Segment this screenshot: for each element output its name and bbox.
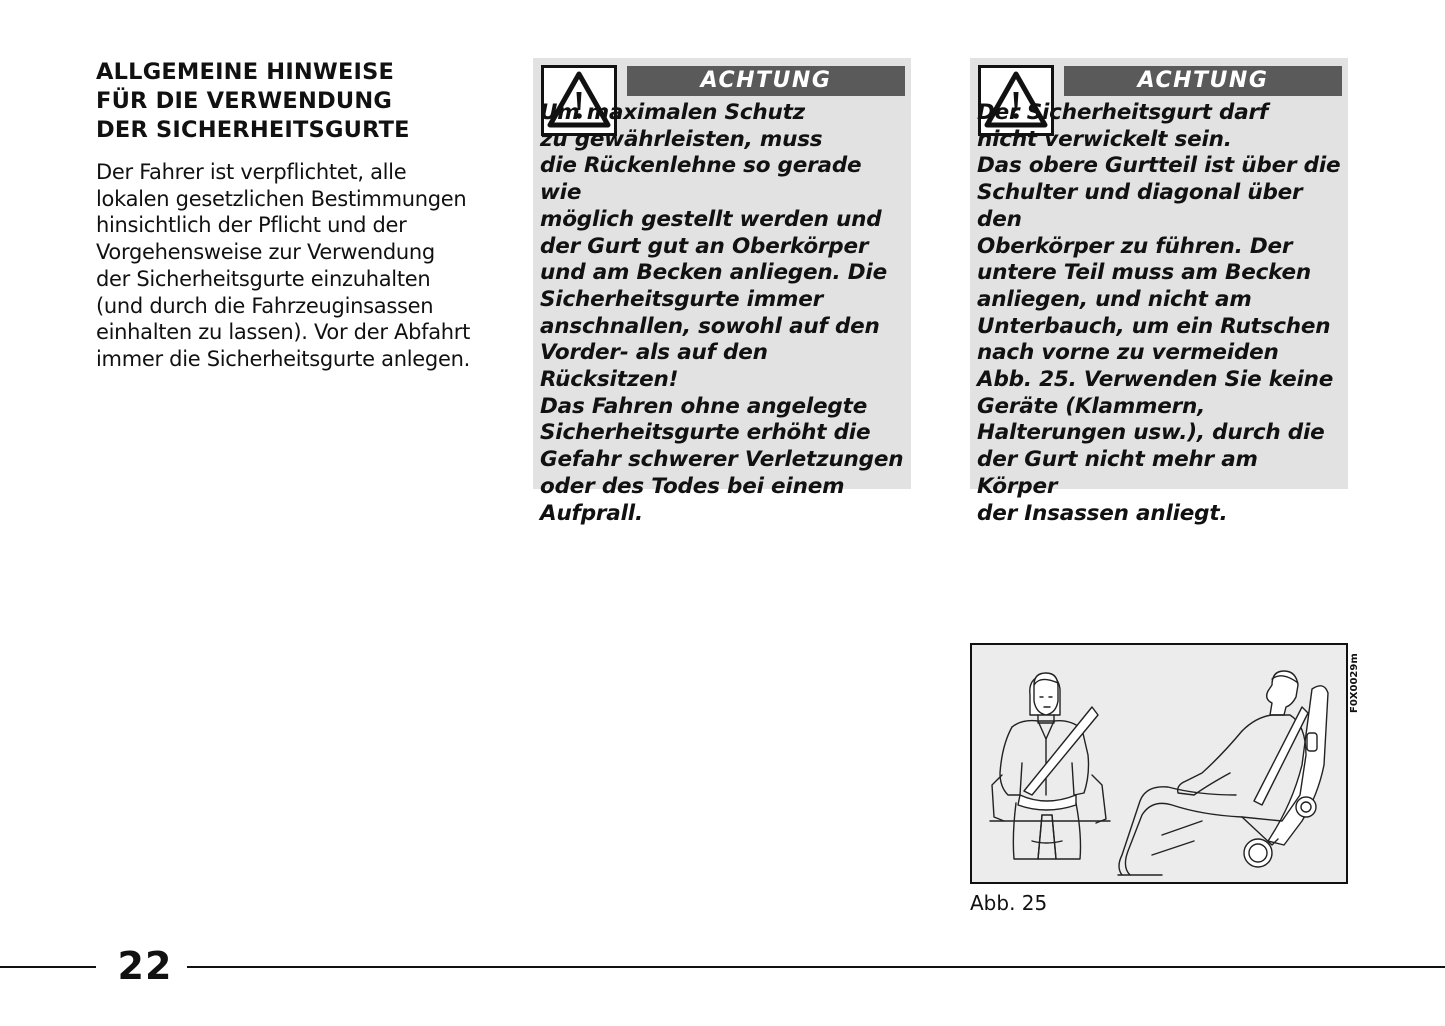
footer-rule-right [187, 966, 1445, 968]
front-view-passenger [990, 673, 1110, 859]
seatbelt-illustration [970, 643, 1348, 884]
warning-text: Um maximalen Schutz zu gewährleisten, muss die Rückenlehne so gerade wie möglich gestellt werden und der Gurt gut an Oberkörper und am Becken anliegen. Die Sicherheitsgurte immer anschnallen, sowohl auf den Vorder- als auf den Rücksitzen! Das Fahren ohne angelegte Sicherheitsgurte erhöht die Gefahr schwerer Verletzungen oder des Todes bei einem Aufprall. [540, 100, 904, 526]
warning-box-2 [970, 58, 1348, 526]
figure-caption: Abb. 25 [970, 891, 1048, 915]
figure-code: F0X0029m [1349, 653, 1360, 713]
warning-title: ACHTUNG [1064, 66, 1342, 96]
section-heading: ALLGEMEINE HINWEISE FÜR DIE VERWENDUNG DER SICHERHEITSGURTE [96, 59, 410, 143]
warning-text: Der Sicherheitsgurt darf nicht verwickelt sein. Das obere Gurtteil ist über die Schulter und diagonal über den Oberkörper zu führen. Der untere Teil muss am Becken anliegen, und nicht am Unterbauch, um ein Rutschen nach vorne zu vermeiden Abb. 25. Verwenden Sie keine Geräte (Klammern, Halterungen usw.), durch die der Gurt nicht mehr am Körper der Insassen anliegt. [977, 100, 1341, 526]
warning-box-1 [533, 58, 911, 526]
footer-rule-left [0, 966, 96, 968]
side-view-passenger [1118, 671, 1328, 875]
seatbelt-section [96, 58, 486, 373]
page-number: 22 [117, 944, 173, 988]
section-body-text: Der Fahrer ist verpflichtet, alle lokalen gesetzlichen Bestimmungen hinsichtlich der Pflicht und der Vorgehensweise zur Verwendung der Sicherheitsgurte einzuhalten (und durch die Fahrzeuginsassen einhalten zu lassen). Vor der Abfahrt immer die Sicherheitsgurte anlegen. [96, 160, 471, 371]
warning-title: ACHTUNG [627, 66, 905, 96]
